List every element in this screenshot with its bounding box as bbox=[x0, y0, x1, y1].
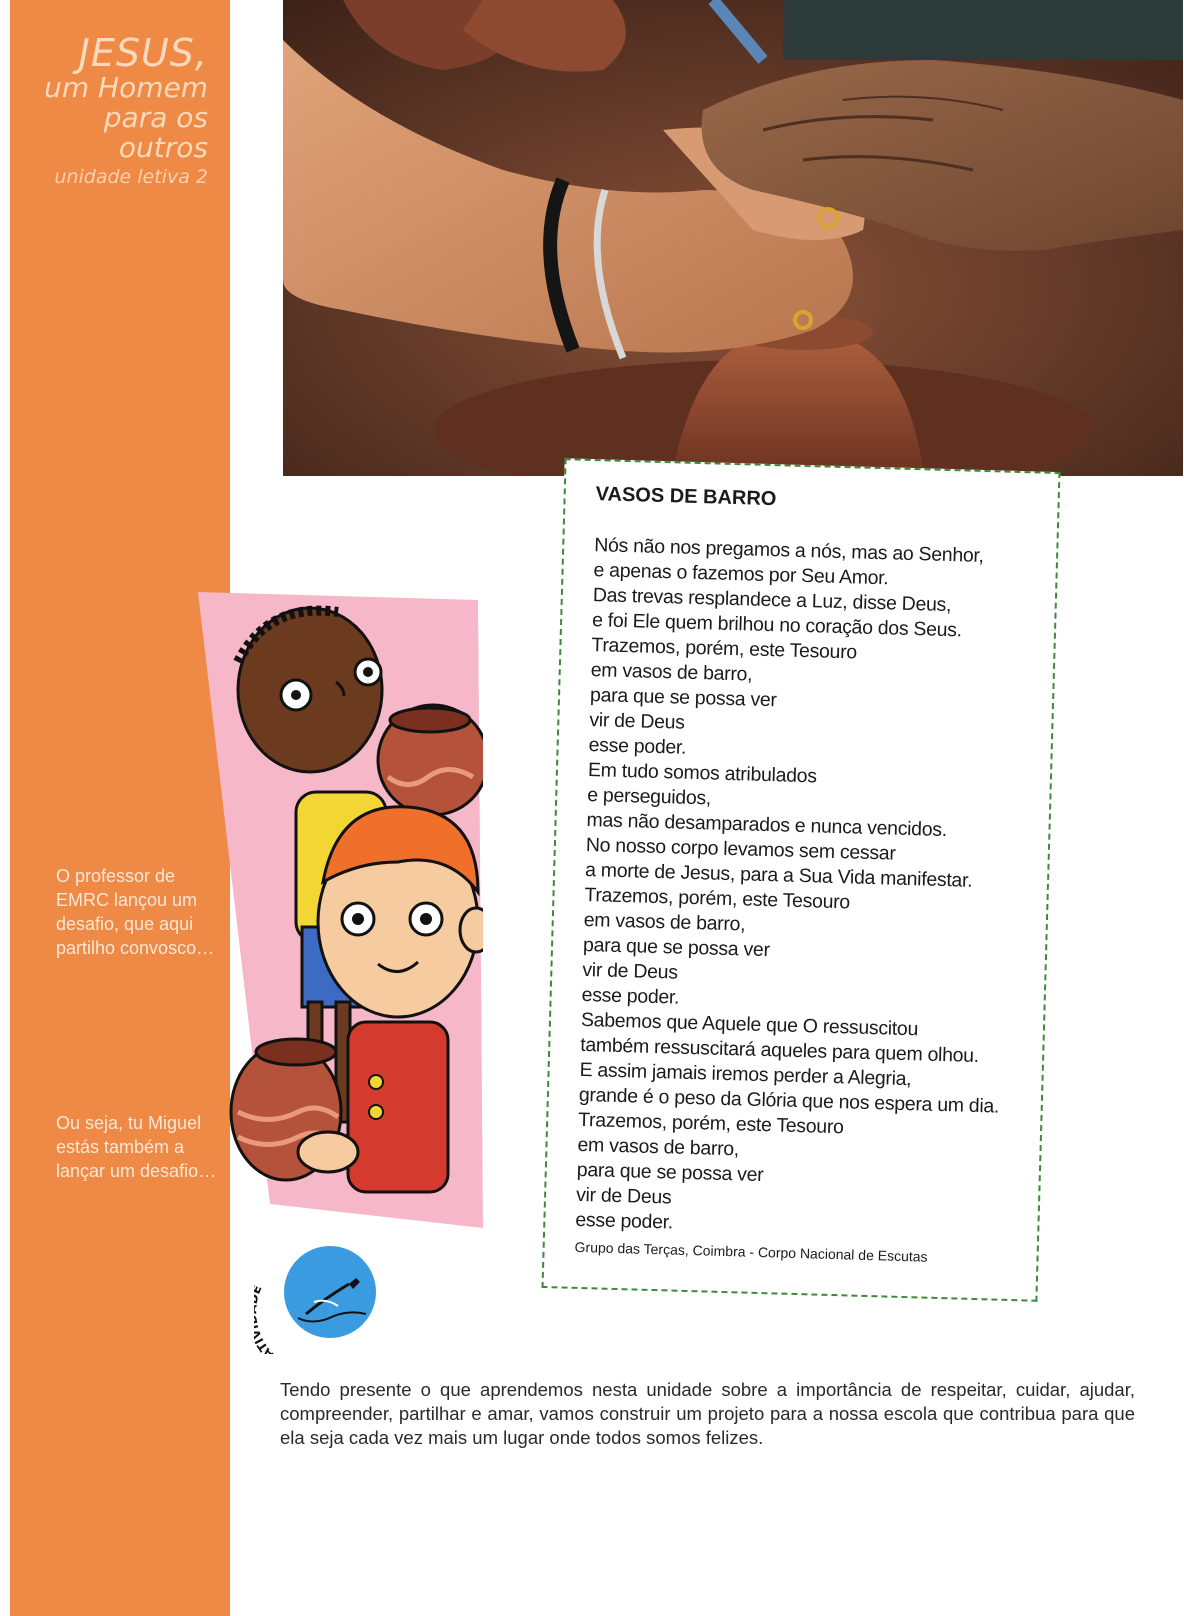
poem-credit: Grupo das Terças, Coimbra - Corpo Nacional de Escutas bbox=[574, 1238, 928, 1265]
poem-line: para que se possa ver bbox=[576, 1158, 764, 1187]
poem-line: e foi Ele quem brilhou no coração dos Seus. bbox=[591, 609, 963, 642]
poem-line: vir de Deus bbox=[589, 709, 685, 734]
poem-line: esse poder. bbox=[588, 734, 687, 759]
kids-with-pots-illustration bbox=[198, 592, 483, 1228]
unit-subtitle: unidade letiva 2 bbox=[54, 166, 208, 188]
poem-line: Trazemos, porém, este Tesouro bbox=[584, 883, 851, 914]
poem-line: Das trevas resplandece a Luz, disse Deus, bbox=[592, 584, 952, 617]
poem-line: a morte de Jesus, para a Sua Vida manifestar. bbox=[584, 858, 973, 892]
unit-title-line-3: para os bbox=[103, 101, 208, 134]
poem-line: também ressuscitará aqueles para quem olhou. bbox=[580, 1033, 980, 1068]
unit-title-line-4: outros bbox=[118, 131, 208, 164]
activity-badge bbox=[254, 1244, 384, 1354]
sidebar bbox=[10, 0, 230, 1616]
poem-line: esse poder. bbox=[581, 983, 680, 1009]
poem-line: Nós não nos pregamos a nós, mas ao Senhor, bbox=[593, 534, 984, 567]
poem-text bbox=[575, 533, 1049, 1245]
poem-line: em vasos de barro, bbox=[583, 908, 746, 936]
sidebar-note-teacher: O professor de EMRC lançou um desafio, que aqui partilho convosco… bbox=[56, 866, 215, 958]
poem-line: Em tudo somos atribulados bbox=[587, 759, 818, 788]
poem-line: e perseguidos, bbox=[586, 784, 712, 810]
activity-badge-label: AT bbox=[254, 1339, 277, 1354]
poem-line: mas não desamparados e nunca vencidos. bbox=[586, 808, 948, 842]
unit-title-line-1: JESUS, bbox=[78, 31, 208, 75]
poem-title: VASOS DE BARRO bbox=[595, 483, 777, 511]
poem-line: e apenas o fazemos por Seu Amor. bbox=[593, 559, 889, 590]
poem-line: Trazemos, porém, este Tesouro bbox=[591, 634, 858, 664]
poem-line: E assim jamais iremos perder a Alegria, bbox=[579, 1058, 912, 1091]
poem-line: vir de Deus bbox=[582, 958, 679, 984]
poem-line: grande é o peso da Glória que nos espera um dia. bbox=[578, 1083, 1000, 1118]
poem-line: Sabemos que Aquele que O ressuscitou bbox=[580, 1008, 919, 1041]
activity-text: Tendo presente o que aprendemos nesta unidade sobre a importância de respeitar, cuidar, ajudar, compreender, partilhar e amar, vamos construir um projeto para a nossa escola que contribua para que ela seja cada vez mais um lugar onde todos somos felizes. bbox=[280, 1379, 1135, 1448]
poem-box bbox=[542, 458, 1061, 1302]
unit-title-line-2: um Homem bbox=[44, 71, 208, 104]
sidebar-note-miguel: Ou seja, tu Miguel estás também a lançar um desafio… bbox=[56, 1113, 217, 1181]
poem-line: em vasos de barro, bbox=[590, 659, 753, 686]
poem-line: esse poder. bbox=[575, 1208, 674, 1234]
poem-line: para que se possa ver bbox=[582, 933, 770, 962]
poem-line: vir de Deus bbox=[575, 1183, 672, 1209]
unit-title bbox=[44, 31, 208, 188]
poem-line: em vasos de barro, bbox=[577, 1133, 740, 1161]
poem-line: No nosso corpo levamos sem cessar bbox=[585, 833, 896, 865]
pottery-hands-photo bbox=[283, 0, 1183, 476]
poem-line: Trazemos, porém, este Tesouro bbox=[577, 1108, 844, 1139]
poem-line: para que se possa ver bbox=[589, 684, 777, 712]
